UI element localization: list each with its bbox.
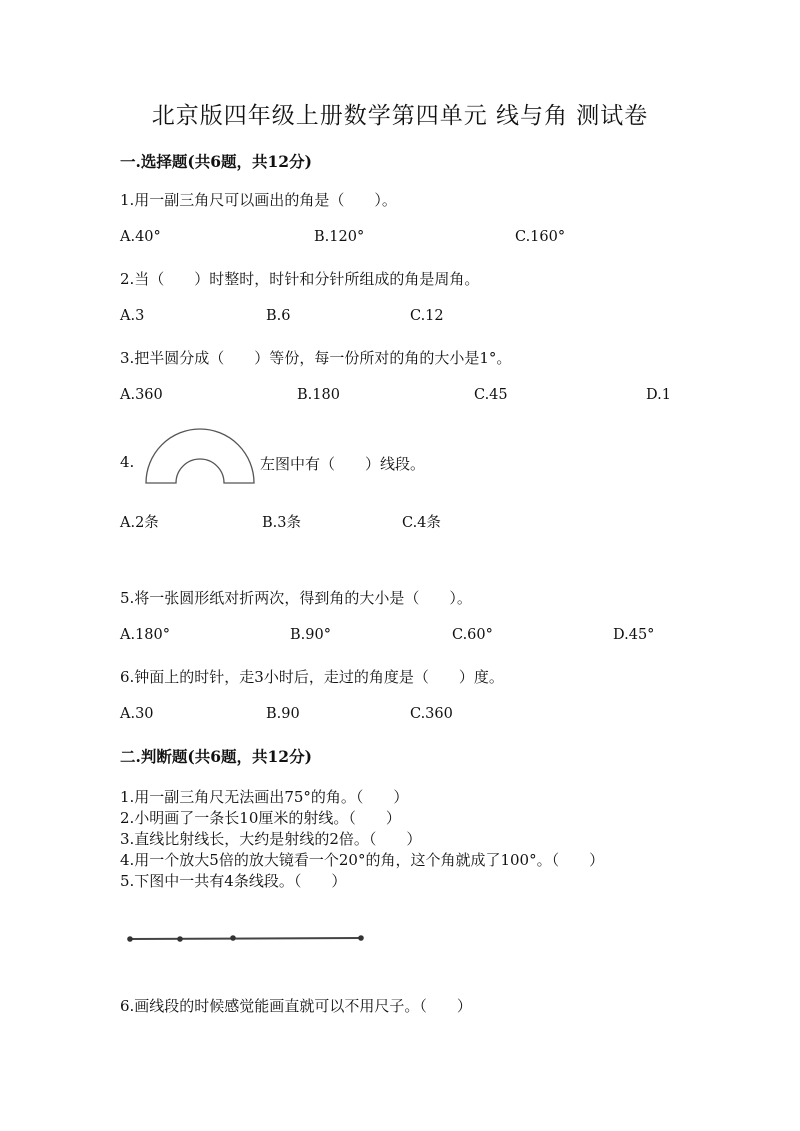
option-c[interactable]: C.45 [474, 387, 508, 403]
judge-item: 5.下图中一共有4条线段。（ ） [120, 872, 347, 890]
option-b[interactable]: B.3条 [262, 515, 301, 531]
option-d[interactable]: D.1 [646, 387, 671, 403]
option-a[interactable]: A.2条 [120, 515, 159, 531]
judge-item: 4.用一个放大5倍的放大镜看一个20°的角，这个角就成了100°。（ ） [120, 851, 605, 869]
page-title: 北京版四年级上册数学第四单元 线与角 测试卷 [151, 103, 649, 129]
judge-item: 6.画线段的时候感觉能画直就可以不用尺子。（ ） [120, 997, 472, 1015]
option-a[interactable]: A.360 [120, 387, 163, 403]
question-text: 5.将一张圆形纸对折两次，得到角的大小是（ ）。 [120, 589, 472, 607]
judge-item: 2.小明画了一条长10厘米的射线。（ ） [120, 809, 401, 827]
option-c[interactable]: C.12 [410, 308, 444, 324]
line-segment-figure [120, 928, 380, 948]
option-d[interactable]: D.45° [613, 627, 655, 643]
option-b[interactable]: B.120° [314, 229, 365, 245]
question-text: 左图中有（ ）线段。 [260, 455, 426, 473]
judge-item: 3.直线比射线长，大约是射线的2倍。（ ） [120, 830, 422, 848]
option-b[interactable]: B.90 [266, 706, 300, 722]
section-heading-judge: 二.判断题(共6题，共12分) [120, 747, 312, 766]
question-number: 4. [120, 453, 135, 471]
option-c[interactable]: C.60° [452, 627, 493, 643]
question-text: 1.用一副三角尺可以画出的角是（ ）。 [120, 191, 397, 209]
option-a[interactable]: A.40° [120, 229, 161, 245]
question-text: 2.当（ ）时整时，时针和分针所组成的角是周角。 [120, 270, 480, 288]
question-text: 3.把半圆分成（ ）等份，每一份所对的角的大小是1°。 [120, 349, 512, 367]
option-b[interactable]: B.180 [297, 387, 340, 403]
option-a[interactable]: A.180° [120, 627, 171, 643]
option-b[interactable]: B.6 [266, 308, 291, 324]
question-text: 6.钟面上的时针，走3小时后，走过的角度是（ ）度。 [120, 668, 504, 686]
option-b[interactable]: B.90° [290, 627, 331, 643]
option-a[interactable]: A.30 [120, 706, 154, 722]
option-a[interactable]: A.3 [120, 308, 145, 324]
judge-item: 1.用一副三角尺无法画出75°的角。（ ） [120, 788, 409, 806]
option-c[interactable]: C.4条 [402, 515, 441, 531]
section-heading-choice: 一.选择题(共6题，共12分) [120, 152, 312, 171]
option-c[interactable]: C.160° [515, 229, 566, 245]
option-c[interactable]: C.360 [410, 706, 453, 722]
arch-figure [140, 425, 260, 487]
